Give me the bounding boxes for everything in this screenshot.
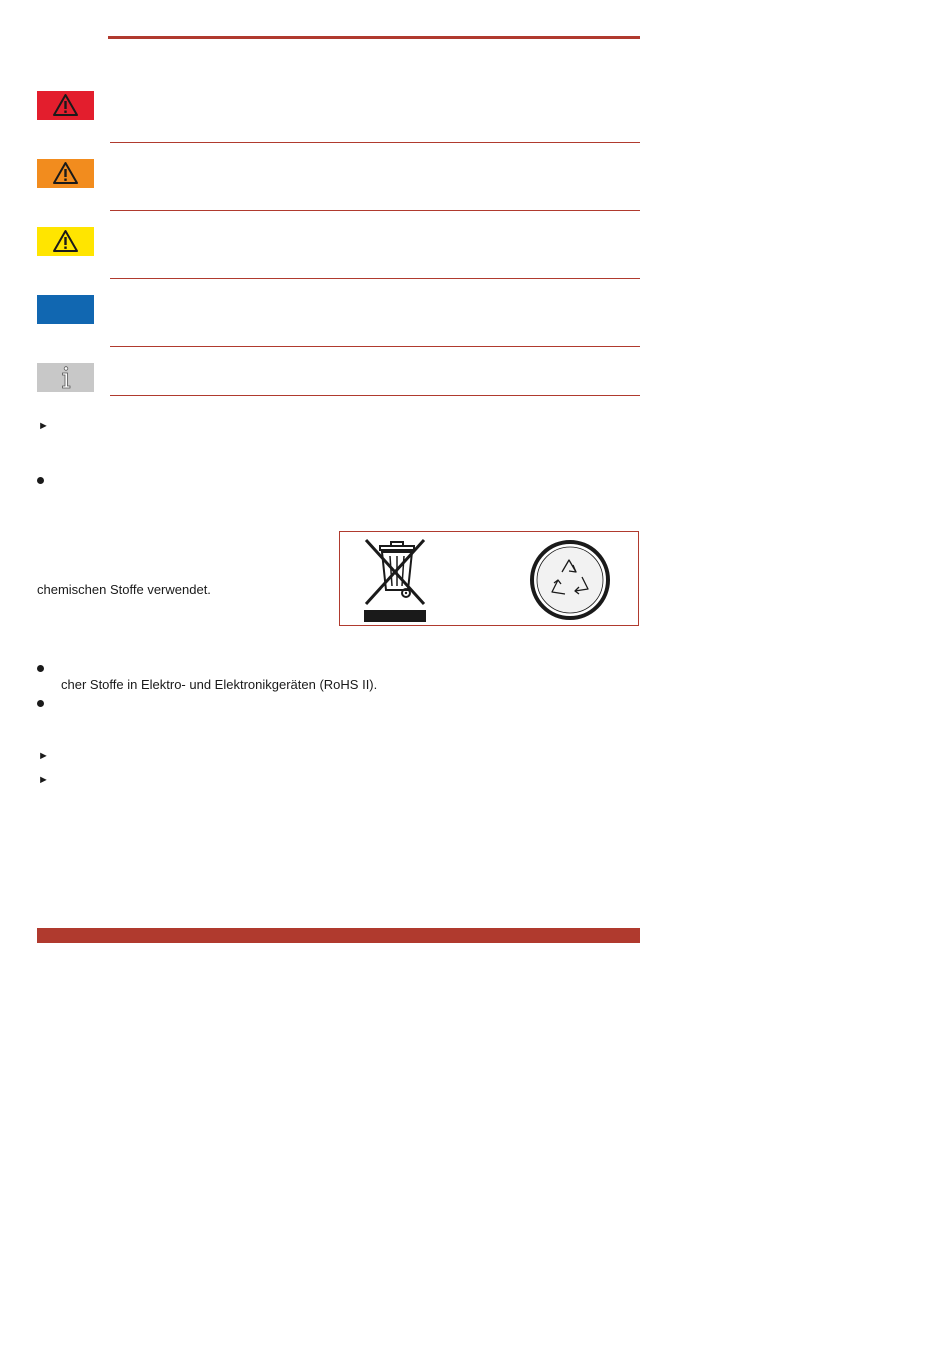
caution-signal-box [37, 227, 94, 256]
action-arrow-bullet: ► [38, 420, 49, 432]
action-arrow-bullet: ► [38, 750, 49, 762]
warning-triangle-icon [37, 91, 94, 120]
info-icon [37, 363, 94, 392]
disposal-text: chemischen Stoffe verwendet. [37, 582, 211, 597]
crossed-out-wheelie-bin-icon [362, 538, 428, 622]
section-divider [110, 210, 640, 211]
list-bullet [37, 665, 44, 672]
disposal-symbols-box [339, 531, 639, 626]
notice-box-icon [37, 295, 94, 324]
notice-signal-box [37, 295, 94, 324]
header-rule [108, 36, 640, 39]
section-divider [110, 346, 640, 347]
list-bullet [37, 700, 44, 707]
action-arrow-bullet: ► [38, 774, 49, 786]
recycling-icon [529, 539, 611, 621]
warning-triangle-icon [37, 227, 94, 256]
danger-signal-box [37, 91, 94, 120]
section-divider [110, 142, 640, 143]
info-signal-box [37, 363, 94, 392]
warning-triangle-icon [37, 159, 94, 188]
rohs-text: cher Stoffe in Elektro- und Elektronikgeräten (RoHS II). [61, 677, 378, 692]
section-divider [110, 395, 640, 396]
warning-signal-box [37, 159, 94, 188]
footer-bar [37, 928, 640, 943]
list-bullet [37, 477, 44, 484]
section-divider [110, 278, 640, 279]
